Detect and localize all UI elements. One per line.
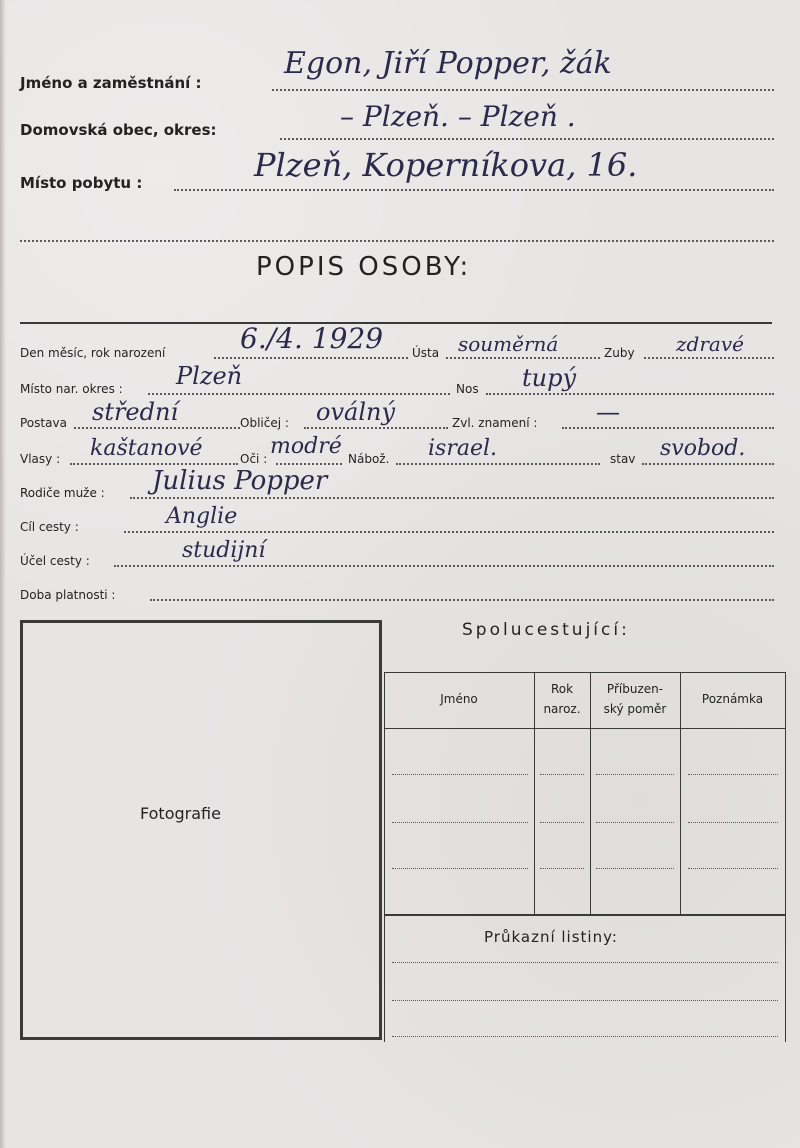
rodice-label: Rodiče muže : xyxy=(20,486,105,500)
stav-value: svobod. xyxy=(660,436,746,461)
oblicej-label: Obličej : xyxy=(240,416,289,430)
row-line xyxy=(596,774,674,775)
misto-pobytu-dots xyxy=(174,189,774,191)
popis-heading: POPIS OSOBY: xyxy=(256,252,472,282)
vlasy-label: Vlasy : xyxy=(20,452,61,466)
vlasy-value: kaštanové xyxy=(90,436,203,461)
col-jmeno: Jméno xyxy=(440,692,478,706)
row-line xyxy=(688,868,778,869)
misto-pobytu-label: Místo pobytu : xyxy=(20,174,143,192)
row-line xyxy=(540,774,584,775)
den-value: 6./4. 1929 xyxy=(240,322,384,355)
cil-dots xyxy=(124,531,774,533)
zuby-dots xyxy=(644,357,774,359)
den-label: Den měsíc, rok narození xyxy=(20,346,166,360)
rodice-dots xyxy=(130,497,774,499)
prukazni-label: Průkazní listiny: xyxy=(484,928,618,946)
ucel-value: studijní xyxy=(182,538,266,563)
photo-box xyxy=(20,620,382,1040)
oblicej-dots xyxy=(304,427,448,429)
col-rok-2: naroz. xyxy=(543,702,581,716)
zvl-label: Zvl. znamení : xyxy=(452,416,538,430)
row-line xyxy=(596,822,674,823)
row-line xyxy=(540,822,584,823)
jmeno-value: Egon, Jiří Popper, žák xyxy=(284,46,612,81)
row-line xyxy=(392,774,528,775)
misto-pobytu-value: Plzeň, Koperníkova, 16. xyxy=(254,146,638,184)
nos-value: tupý xyxy=(522,364,577,392)
misto-nar-label: Místo nar. okres : xyxy=(20,382,123,396)
rodice-value: Julius Popper xyxy=(152,466,328,496)
den-dots xyxy=(214,357,408,359)
misto-nar-value: Plzeň xyxy=(176,362,243,390)
companions-right-border xyxy=(785,672,786,1042)
col-rok-1: Rok xyxy=(550,682,574,696)
heading-rule xyxy=(20,322,772,324)
ucel-dots xyxy=(114,565,774,567)
stav-label: stav xyxy=(610,452,636,466)
naboz-dots xyxy=(396,463,600,465)
col-poznamka: Poznámka xyxy=(701,692,764,706)
cil-value: Anglie xyxy=(166,504,238,529)
postava-dots xyxy=(74,427,240,429)
row-line xyxy=(688,822,778,823)
companions-left-border xyxy=(384,672,385,1042)
domovska-value: – Plzeň. – Plzeň . xyxy=(340,100,576,133)
zuby-label: Zuby xyxy=(604,346,635,360)
col-divider-3 xyxy=(680,672,681,914)
companions-header-rule xyxy=(384,728,786,729)
blank-dots xyxy=(20,240,774,242)
domovska-dots xyxy=(280,138,774,140)
companions-title: Spolucestující: xyxy=(462,620,630,640)
naboz-label: Nábož. xyxy=(348,452,390,466)
jmeno-dots xyxy=(272,89,774,91)
jmeno-label: Jméno a zaměstnání : xyxy=(20,74,202,92)
vlasy-dots xyxy=(70,463,238,465)
photo-label: Fotografie xyxy=(140,804,221,823)
row-line xyxy=(392,822,528,823)
nos-label: Nos xyxy=(456,382,479,396)
oci-label: Oči : xyxy=(240,452,268,466)
prukazni-line xyxy=(392,962,778,963)
usta-value: souměrná xyxy=(458,332,559,356)
row-line xyxy=(688,774,778,775)
cil-label: Cíl cesty : xyxy=(20,520,79,534)
companions-top-rule xyxy=(384,672,786,673)
row-line xyxy=(540,868,584,869)
zvl-dots xyxy=(562,427,774,429)
naboz-value: israel. xyxy=(428,436,498,461)
col-pribuz-1: Příbuzen- xyxy=(606,682,664,696)
row-line xyxy=(392,868,528,869)
prukazni-line xyxy=(392,1036,778,1037)
doba-dots xyxy=(150,599,774,601)
col-pribuz-2: ský poměr xyxy=(603,702,667,716)
usta-label: Ústa xyxy=(412,346,440,360)
postava-label: Postava xyxy=(20,416,67,430)
prukazni-rule xyxy=(384,914,786,916)
misto-nar-dots xyxy=(148,393,450,395)
postava-value: střední xyxy=(92,398,179,426)
zuby-value: zdravé xyxy=(676,332,744,356)
oci-value: modré xyxy=(270,434,342,459)
oci-dots xyxy=(276,463,342,465)
ucel-label: Účel cesty : xyxy=(20,554,90,568)
paper-edge xyxy=(0,0,6,1148)
nos-dots xyxy=(486,393,774,395)
doba-label: Doba platnosti : xyxy=(20,588,116,602)
stav-dots xyxy=(642,463,774,465)
usta-dots xyxy=(446,357,600,359)
prukazni-line xyxy=(392,1000,778,1001)
zvl-value: — xyxy=(596,398,620,426)
row-line xyxy=(596,868,674,869)
oblicej-value: oválný xyxy=(316,398,396,426)
domovska-label: Domovská obec, okres: xyxy=(20,121,217,139)
